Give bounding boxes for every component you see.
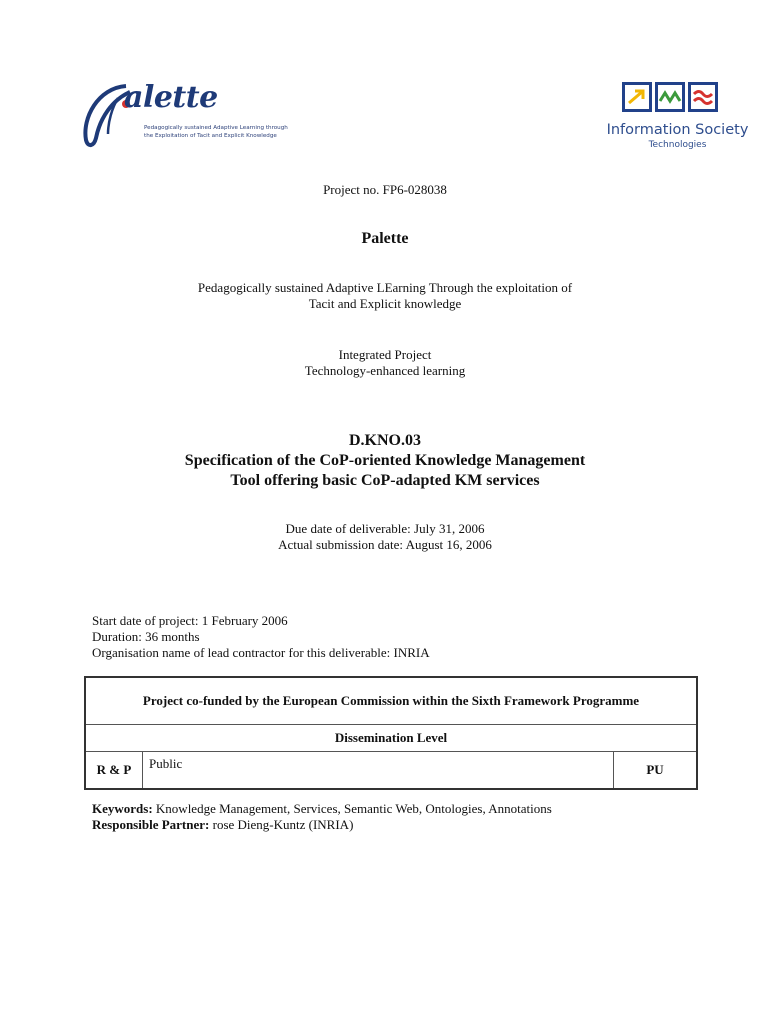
- project-description: Pedagogically sustained Adaptive LEarning Through the exploitation of Tacit and Explicit knowledge: [197, 280, 573, 311]
- level-code: PU: [614, 752, 698, 790]
- project-name: Palette: [361, 230, 409, 247]
- level-name: Public: [143, 752, 614, 790]
- cofunded-cell: Project co-funded by the European Commission within the Sixth Framework Programme: [85, 677, 697, 725]
- duration: Duration: 36 months: [92, 629, 200, 644]
- partner-line: [92, 817, 353, 833]
- keywords-line: [92, 801, 552, 817]
- arrow-icon: [622, 82, 652, 112]
- deliverable-id: D.KNO.03: [349, 432, 421, 449]
- deliverable-title-2: Tool offering basic CoP-adapted KM services: [230, 472, 540, 489]
- ist-logo: [600, 80, 760, 152]
- ist-subtitle: Technologies: [648, 140, 707, 150]
- project-info: [92, 613, 430, 661]
- start-date: Start date of project: 1 February 2006: [92, 613, 288, 628]
- partner-value: rose Dieng-Kuntz (INRIA): [212, 817, 354, 832]
- approx-icon: [688, 82, 718, 112]
- keywords-label: Keywords:: [92, 801, 153, 816]
- palette-logo: [78, 78, 308, 150]
- deliverable-title-1: Specification of the CoP-oriented Knowledge Management: [184, 452, 586, 469]
- project-type: Integrated Project Technology-enhanced learning: [304, 347, 466, 378]
- ist-title: Information Society: [606, 122, 749, 138]
- project-number: Project no. FP6-028038: [323, 182, 447, 197]
- submission-date: Actual submission date: August 16, 2006: [278, 537, 492, 552]
- palette-tagline: Pedagogically sustained Adaptive Learning through the Exploitation of Tacit and Explicit Knowledge: [144, 125, 288, 139]
- rp-label: R & P: [85, 752, 143, 790]
- partner-label: Responsible Partner:: [92, 817, 210, 832]
- due-date: Due date of deliverable: July 31, 2006: [285, 521, 485, 536]
- dates-block: [0, 521, 770, 553]
- lead-contractor: Organisation name of lead contractor for this deliverable: INRIA: [92, 645, 430, 660]
- dissemination-header: Dissemination Level: [85, 725, 697, 752]
- wave-icon: [655, 82, 685, 112]
- dissemination-table: [84, 676, 698, 790]
- keywords-value: Knowledge Management, Services, Semantic Web, Ontologies, Annotations: [155, 801, 552, 816]
- deliverable-heading: [0, 431, 770, 491]
- palette-wordmark: alette: [124, 80, 218, 115]
